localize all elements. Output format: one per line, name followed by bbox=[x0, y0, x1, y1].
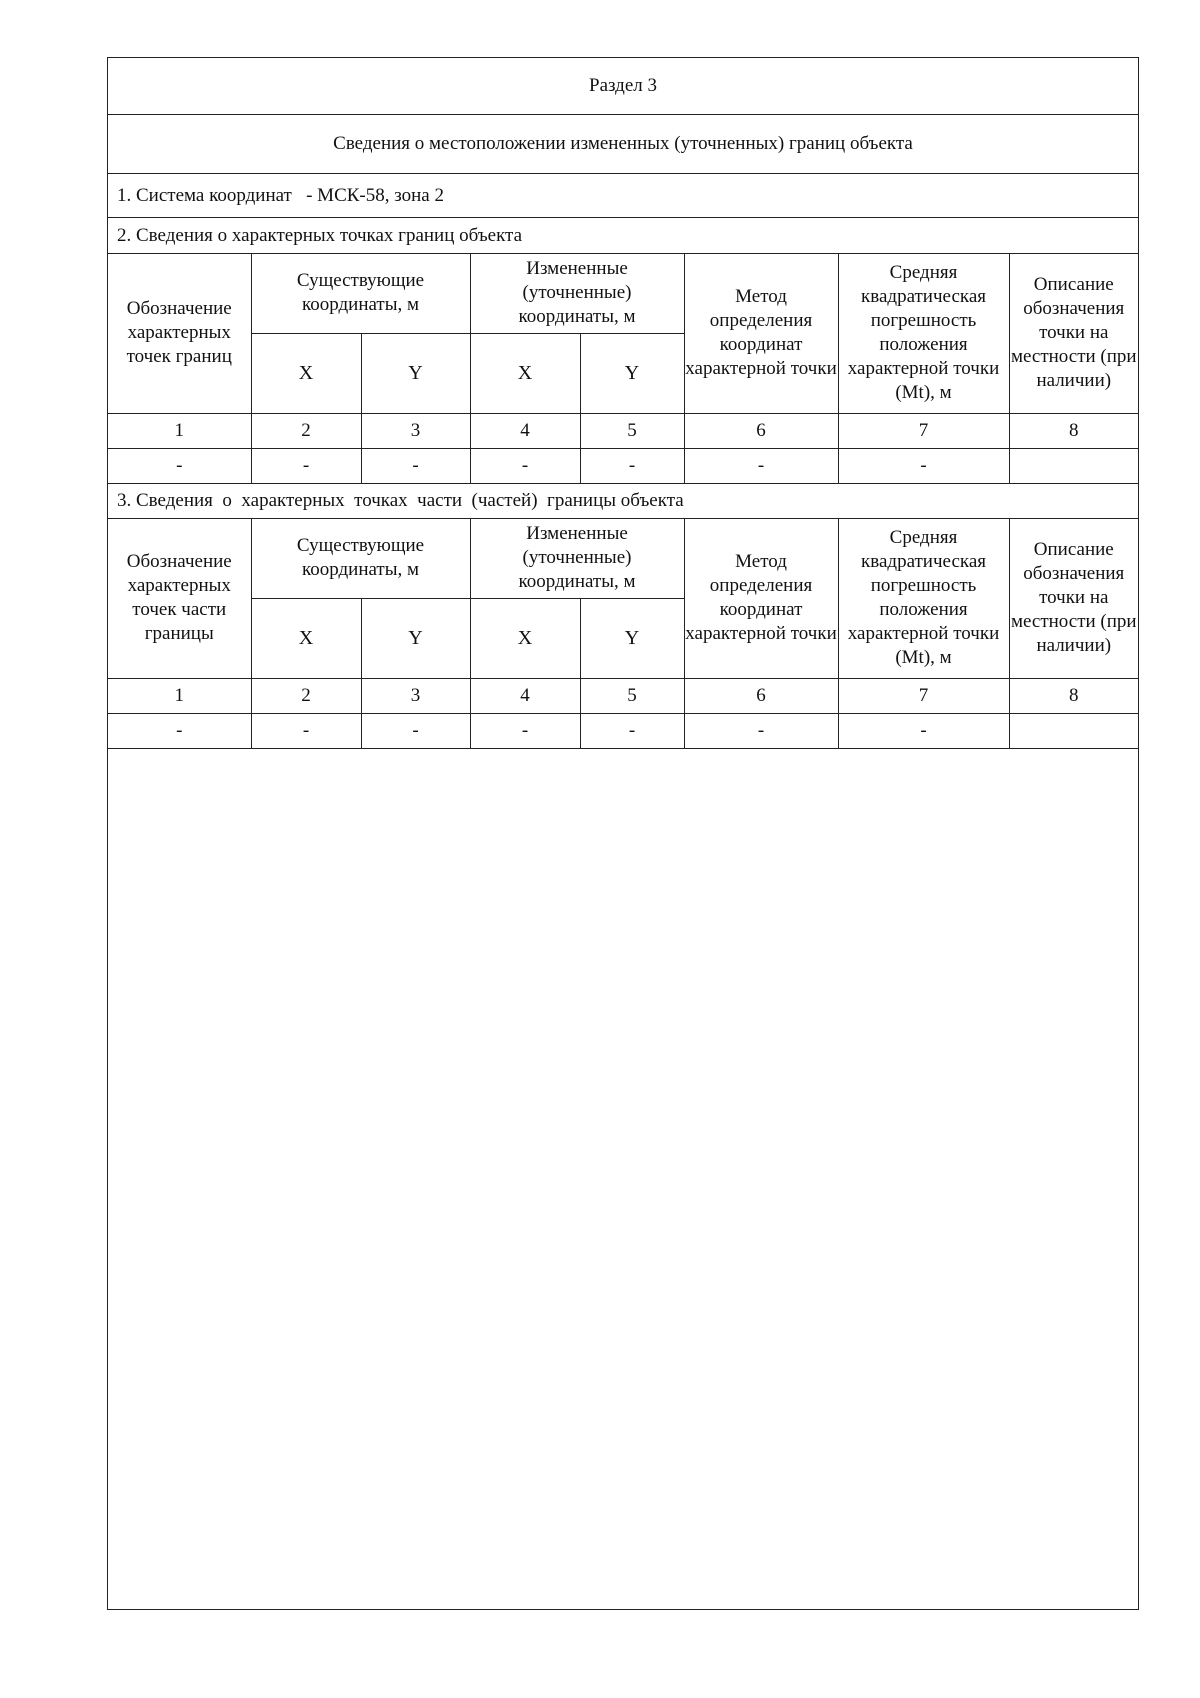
table2-cell: - bbox=[470, 713, 580, 748]
table2-caption-text: 3. Сведения о характерных точках части (частей) границы объекта bbox=[117, 490, 684, 511]
table2-col-number: 6 bbox=[684, 678, 838, 713]
coordinate-system-row bbox=[108, 174, 1138, 218]
table1-data-row bbox=[108, 448, 1138, 483]
table1-cell: - bbox=[470, 448, 580, 483]
table2-cell: - bbox=[838, 713, 1009, 748]
table1-header-error bbox=[838, 254, 1009, 413]
table1-header-method bbox=[684, 254, 838, 413]
header-text: Обозначение характерных точек части границы bbox=[126, 551, 232, 645]
table1 bbox=[108, 254, 1138, 484]
table1-col-number: 7 bbox=[838, 413, 1009, 448]
table1-header-changed-x: X bbox=[470, 333, 580, 413]
table2-col-number: 1 bbox=[108, 678, 251, 713]
table1-header-existing-x: X bbox=[251, 333, 361, 413]
table2-header-changed bbox=[470, 519, 684, 598]
table2-header-designation bbox=[108, 519, 251, 678]
table2-data-row bbox=[108, 713, 1138, 748]
header-text: Метод определения координат характерной точки bbox=[685, 551, 837, 645]
table1-cell: - bbox=[361, 448, 470, 483]
table2-col-number: 7 bbox=[838, 678, 1009, 713]
table2-cell: - bbox=[580, 713, 684, 748]
section-title-text: Раздел 3 bbox=[589, 75, 657, 96]
table1-col-number: 6 bbox=[684, 413, 838, 448]
section-subtitle bbox=[108, 115, 1138, 174]
table2-header-existing-y: Y bbox=[361, 598, 470, 678]
header-text: Метод определения координат характерной точки bbox=[685, 286, 837, 380]
table2-header-existing-x: X bbox=[251, 598, 361, 678]
table2-header-existing bbox=[251, 519, 470, 598]
table2 bbox=[108, 519, 1138, 749]
table1-header-existing bbox=[251, 254, 470, 333]
header-text: Средняя квадратическая погрешность положения характерной точки (Mt), м bbox=[847, 527, 1000, 669]
table1-caption bbox=[108, 218, 1138, 254]
table1-header-designation bbox=[108, 254, 251, 413]
table2-header-method bbox=[684, 519, 838, 678]
header-text: Описание обозначения точки на местности (при наличии) bbox=[1010, 539, 1137, 657]
table2-number-row bbox=[108, 678, 1138, 713]
table2-cell: - bbox=[684, 713, 838, 748]
table1-header-changed bbox=[470, 254, 684, 333]
table2-col-number: 2 bbox=[251, 678, 361, 713]
header-text: Измененные (уточненные) координаты, м bbox=[518, 258, 636, 328]
section-subtitle-text: Сведения о местоположении измененных (уточненных) границ объекта bbox=[333, 133, 913, 154]
table1-col-number: 4 bbox=[470, 413, 580, 448]
table1-number-row bbox=[108, 413, 1138, 448]
header-text: Средняя квадратическая погрешность положения характерной точки (Mt), м bbox=[847, 262, 1000, 404]
table1-cell: - bbox=[838, 448, 1009, 483]
table2-header-description bbox=[1009, 519, 1138, 678]
table1-cell bbox=[1009, 448, 1138, 483]
header-text: Описание обозначения точки на местности (при наличии) bbox=[1010, 274, 1137, 392]
table2-col-number: 3 bbox=[361, 678, 470, 713]
table1-header-description bbox=[1009, 254, 1138, 413]
table2-col-number: 5 bbox=[580, 678, 684, 713]
table1-cell: - bbox=[108, 448, 251, 483]
header-text: Обозначение характерных точек границ bbox=[126, 298, 232, 368]
table2-caption bbox=[108, 483, 1138, 519]
table2-cell: - bbox=[361, 713, 470, 748]
section-title bbox=[108, 58, 1138, 115]
table1-cell: - bbox=[684, 448, 838, 483]
table1-cell: - bbox=[251, 448, 361, 483]
coordinate-system-text: 1. Система координат - МСК-58, зона 2 bbox=[117, 184, 444, 206]
table2-col-number: 4 bbox=[470, 678, 580, 713]
table1-col-number: 2 bbox=[251, 413, 361, 448]
header-text: Измененные (уточненные) координаты, м bbox=[518, 523, 636, 593]
table2-header-error bbox=[838, 519, 1009, 678]
table2-cell: - bbox=[251, 713, 361, 748]
table2-col-number: 8 bbox=[1009, 678, 1138, 713]
table1-header-changed-y: Y bbox=[580, 333, 684, 413]
table2-header-changed-x: X bbox=[470, 598, 580, 678]
table2-header-changed-y: Y bbox=[580, 598, 684, 678]
table1-col-number: 1 bbox=[108, 413, 251, 448]
table2-cell: - bbox=[108, 713, 251, 748]
header-text: Существующие координаты, м bbox=[296, 535, 425, 581]
table1-cell: - bbox=[580, 448, 684, 483]
table1-caption-text: 2. Сведения о характерных точках границ объекта bbox=[117, 224, 523, 246]
document-frame bbox=[107, 57, 1139, 1610]
table1-col-number: 3 bbox=[361, 413, 470, 448]
table2-cell bbox=[1009, 713, 1138, 748]
table1-col-number: 8 bbox=[1009, 413, 1138, 448]
table1-col-number: 5 bbox=[580, 413, 684, 448]
header-text: Существующие координаты, м bbox=[296, 270, 425, 316]
table1-header-existing-y: Y bbox=[361, 333, 470, 413]
